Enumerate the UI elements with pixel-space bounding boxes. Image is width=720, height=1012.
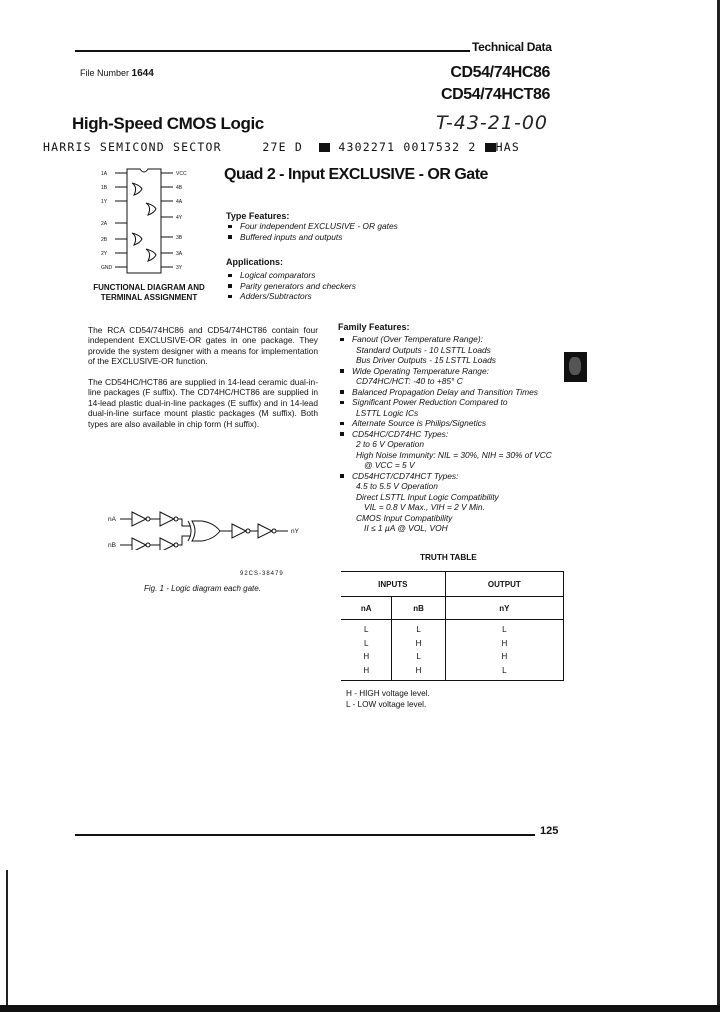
family-title: High-Speed CMOS Logic xyxy=(72,114,264,133)
file-number-value: 1644 xyxy=(131,68,154,79)
applications xyxy=(226,257,486,302)
table-row: H H L xyxy=(341,664,564,681)
svg-text:4A: 4A xyxy=(176,199,183,205)
handwritten-code: T-43-21-00 xyxy=(436,112,548,134)
list-item: Four independent EXCLUSIVE - OR gates xyxy=(226,221,486,232)
pinout-caption: FUNCTIONAL DIAGRAM AND TERMINAL ASSIGNMENT xyxy=(93,283,205,302)
list-item: Buffered inputs and outputs xyxy=(226,232,486,243)
section-tab-marker xyxy=(564,352,587,382)
family-features xyxy=(338,322,578,534)
svg-text:VCC: VCC xyxy=(176,171,187,177)
table-row: L L L xyxy=(341,620,564,637)
stamp-block-icon xyxy=(485,143,496,152)
truth-table-legend: H - HIGH voltage level. L - LOW voltage level. xyxy=(346,689,430,709)
table-row: L H H xyxy=(341,637,564,651)
logic-diagram xyxy=(108,500,308,550)
type-features xyxy=(226,211,486,242)
svg-text:3A: 3A xyxy=(176,251,183,257)
inputs-header: INPUTS xyxy=(341,572,445,597)
page-number: 125 xyxy=(540,825,559,837)
svg-text:2A: 2A xyxy=(101,221,108,227)
description-paragraph-1: The RCA CD54/74HC86 and CD54/74HCT86 contain four independent EXCLUSIVE-OR gates in one package. They provide the system designer with a means for implementation of the EXCLUSIVE-OR function. xyxy=(88,325,318,367)
output-header: OUTPUT xyxy=(445,572,563,597)
part-number-hct: CD54/74HCT86 xyxy=(440,86,550,103)
truth-table-title: TRUTH TABLE xyxy=(420,553,477,562)
stamp-block-icon xyxy=(319,143,330,152)
svg-text:nY: nY xyxy=(291,528,299,535)
svg-text:4B: 4B xyxy=(176,185,183,191)
list-item: Wide Operating Temperature Range: CD74HC/HCT: -40 to +85° C xyxy=(338,366,578,387)
svg-text:3B: 3B xyxy=(176,235,183,241)
column-header: nB xyxy=(392,597,445,620)
column-header: nA xyxy=(341,597,392,620)
stamp-left: HARRIS SEMICOND SECTOR xyxy=(43,140,222,154)
stamp-line xyxy=(43,140,520,154)
list-item: Logical comparators xyxy=(226,270,486,281)
list-item: Adders/Subtractors xyxy=(226,291,486,302)
list-item: Fanout (Over Temperature Range): Standard Outputs - 10 LSTTL Loads Bus Driver Outputs - 15 LSTTL Loads xyxy=(338,334,578,366)
footer-rule xyxy=(75,834,535,836)
header-rule xyxy=(75,50,470,52)
svg-text:4Y: 4Y xyxy=(176,215,183,221)
svg-text:1B: 1B xyxy=(101,185,108,191)
svg-text:nB: nB xyxy=(108,542,116,549)
svg-text:2B: 2B xyxy=(101,237,108,243)
product-title: Quad 2 - Input EXCLUSIVE - OR Gate xyxy=(224,166,488,183)
figure-code: 92CS-38479 xyxy=(240,571,284,577)
svg-text:GND: GND xyxy=(101,265,113,271)
family-features-heading: Family Features: xyxy=(338,322,410,332)
type-features-heading: Type Features: xyxy=(226,211,290,221)
list-item: Parity generators and checkers xyxy=(226,281,486,292)
stamp-mid: 27E D xyxy=(262,140,303,154)
scan-edge xyxy=(0,1005,720,1012)
pinout-diagram xyxy=(100,165,195,277)
file-number xyxy=(80,68,154,79)
scan-edge xyxy=(6,870,8,1010)
svg-text:nA: nA xyxy=(108,516,116,523)
svg-text:2Y: 2Y xyxy=(101,251,108,257)
file-number-label: File Number xyxy=(80,68,130,78)
list-item: Significant Power Reduction Compared to LSTTL Logic ICs xyxy=(338,397,578,418)
svg-text:1Y: 1Y xyxy=(101,199,108,205)
list-item: CD54HCT/CD74HCT Types: 4.5 to 5.5 V Operation Direct LSTTL Input Logic Compatibility VIL = 0.8 V Max., VIH = 2 V Min. CMOS Input Compatibility II ≤ 1 µA @ VOL, VOH xyxy=(338,471,578,534)
stamp-codes: 4302271 0017532 2 xyxy=(338,140,477,154)
truth-table xyxy=(341,571,564,681)
svg-text:1A: 1A xyxy=(101,171,108,177)
description-paragraph-2: The CD54HC/HCT86 are supplied in 14-lead ceramic dual-in-line packages (F suffix). The CD74HC/HCT86 are supplied in 14-lead plastic dual-in-line packages (E suffix) and in 14-lead dual-in-line surface mount plastic packages (M suffix). Both types are also available in chip form (H suffix). xyxy=(88,377,318,429)
column-header: nY xyxy=(445,597,563,620)
table-row: H L H xyxy=(341,650,564,664)
list-item: CD54HC/CD74HC Types: 2 to 6 V Operation High Noise Immunity: NIL = 30%, NIH = 30% of VCC @ VCC = 5 V xyxy=(338,429,578,471)
list-item: Balanced Propagation Delay and Transition Times xyxy=(338,387,578,398)
applications-heading: Applications: xyxy=(226,257,284,267)
svg-text:3Y: 3Y xyxy=(176,265,183,271)
list-item: Alternate Source is Philips/Signetics xyxy=(338,418,578,429)
figure-caption: Fig. 1 - Logic diagram each gate. xyxy=(144,584,261,593)
technical-data-label: Technical Data xyxy=(472,40,552,54)
stamp-right: HAS xyxy=(495,140,520,154)
part-number-hc: CD54/74HC86 xyxy=(450,64,550,81)
